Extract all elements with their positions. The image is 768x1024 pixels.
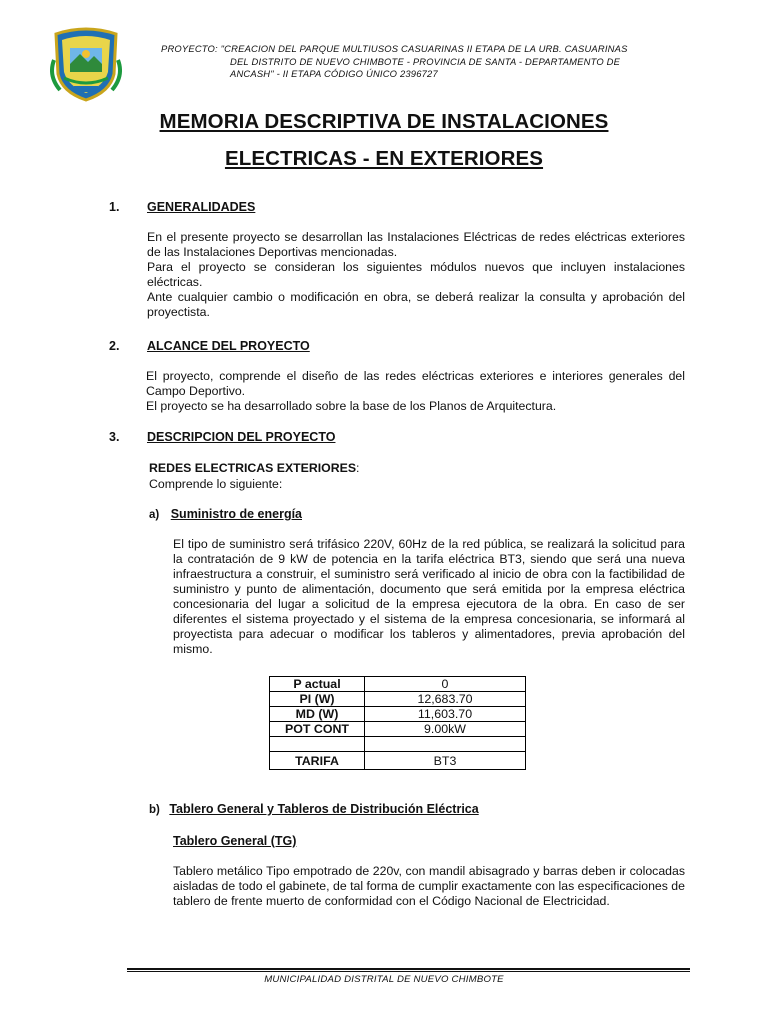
table-cell-label: MD (W) — [270, 707, 365, 722]
table-row — [270, 722, 526, 737]
project-header-line2: DEL DISTRITO DE NUEVO CHIMBOTE - PROVINCIA DE SANTA - DEPARTAMENTO DE — [230, 55, 621, 67]
section-title: ALCANCE DEL PROYECTO — [147, 339, 310, 353]
municipal-crest-icon — [50, 26, 122, 102]
document-title-line2: ELECTRICAS - EN EXTERIORES — [224, 147, 544, 170]
item-heading-tablero — [149, 802, 479, 816]
table-cell-label — [270, 737, 365, 752]
subsection-title-text: REDES ELECTRICAS EXTERIORES — [149, 461, 357, 475]
paragraph: El proyecto, comprende el diseño de las redes eléctricas exteriores e interiores generales del Campo Deportivo. — [146, 369, 685, 398]
section-body-generalidades — [147, 230, 685, 320]
subsection-intro: Comprende lo siguiente: — [149, 477, 283, 491]
table-cell-value: 9.00kW — [365, 722, 526, 737]
table-cell-value: 0 — [365, 677, 526, 692]
item-title: Suministro de energía — [170, 507, 302, 521]
table-cell-value — [365, 737, 526, 752]
section-number: 1. — [109, 200, 120, 214]
section-title: DESCRIPCION DEL PROYECTO — [147, 430, 336, 444]
paragraph: Tablero metálico Tipo empotrado de 220v, con mandil abisagrado y barras deben ir colocadas aisladas de todo el gabinete, de tal forma de cumplir exactamente con las especificaciones de tablero de frente muerto de conformidad con el Código Nacional de Electricidad. — [173, 864, 685, 908]
paragraph: El proyecto se ha desarrollado sobre la base de los Planos de Arquitectura. — [146, 399, 557, 413]
footer-rule-thin — [127, 971, 690, 972]
item-letter: a) — [149, 509, 160, 521]
item-title: Tablero General y Tableros de Distribución Eléctrica — [169, 802, 479, 816]
paragraph: El tipo de suministro será trifásico 220V, 60Hz de la red pública, se realizará la solicitud para la contratación de 9 kW de potencia en la tarifa eléctrica BT3, siendo que será una nueva infraestructura a construir, el suministro será verificado al inicio de obra con la factibilidad de suministro y punto de alimentación, documento que será emitida por la empresa eléctrica concesionaria del lugar a solicitud de la empresa ejecutora de la obra. En caso de ser diferentes el sistema proyectado y el sistema de la empresa concesionaria, se informará al proyectista para adecuar o modificar los tableros y alimentadores, previa aprobación del mismo. — [173, 537, 685, 656]
table-cell-value: 11,603.70 — [365, 707, 526, 722]
footer-rule — [127, 968, 690, 970]
table-row — [270, 692, 526, 707]
item-subtitle-tablero-general: Tablero General (TG) — [173, 834, 297, 848]
project-header — [161, 43, 676, 81]
table-row — [270, 677, 526, 692]
item-heading-suministro — [149, 507, 302, 521]
footer-text: MUNICIPALIDAD DISTRITAL DE NUEVO CHIMBOTE — [264, 974, 504, 985]
section-number: 3. — [109, 430, 120, 444]
table-cell-label: P actual — [270, 677, 365, 692]
section-title: GENERALIDADES — [147, 200, 256, 214]
power-summary-table — [269, 676, 526, 770]
item-body-tablero — [173, 864, 685, 909]
paragraph: Para el proyecto se consideran los siguientes módulos nuevos que incluyen instalaciones eléctricas. — [147, 260, 685, 289]
section-body-alcance — [146, 369, 685, 414]
table-cell-label: TARIFA — [270, 752, 365, 770]
subsection-title — [149, 461, 359, 475]
table-row — [270, 737, 526, 752]
table-cell-label: POT CONT — [270, 722, 365, 737]
item-letter: b) — [149, 804, 160, 816]
table-cell-value: 12,683.70 — [365, 692, 526, 707]
table-cell-value: BT3 — [365, 752, 526, 770]
paragraph: En el presente proyecto se desarrollan las Instalaciones Eléctricas de redes eléctricas exteriores de las Instalaciones Deportivas mencionadas. — [147, 230, 685, 259]
document-title-line1: MEMORIA DESCRIPTIVA DE INSTALACIONES — [159, 110, 609, 133]
subsection-title-colon: : — [356, 461, 360, 475]
section-number: 2. — [109, 339, 120, 353]
table-cell-label: PI (W) — [270, 692, 365, 707]
table-row — [270, 707, 526, 722]
project-header-line3: ANCASH" - II ETAPA CÓDIGO ÚNICO 2396727 — [230, 68, 438, 79]
table-row — [270, 752, 526, 770]
project-header-line1: PROYECTO: "CREACION DEL PARQUE MULTIUSOS CASUARINAS II ETAPA DE LA URB. CASUARINAS — [161, 43, 628, 54]
item-body-suministro — [173, 537, 685, 657]
paragraph: Ante cualquier cambio o modificación en obra, se deberá realizar la consulta y aprobación del proyectista. — [147, 290, 685, 319]
